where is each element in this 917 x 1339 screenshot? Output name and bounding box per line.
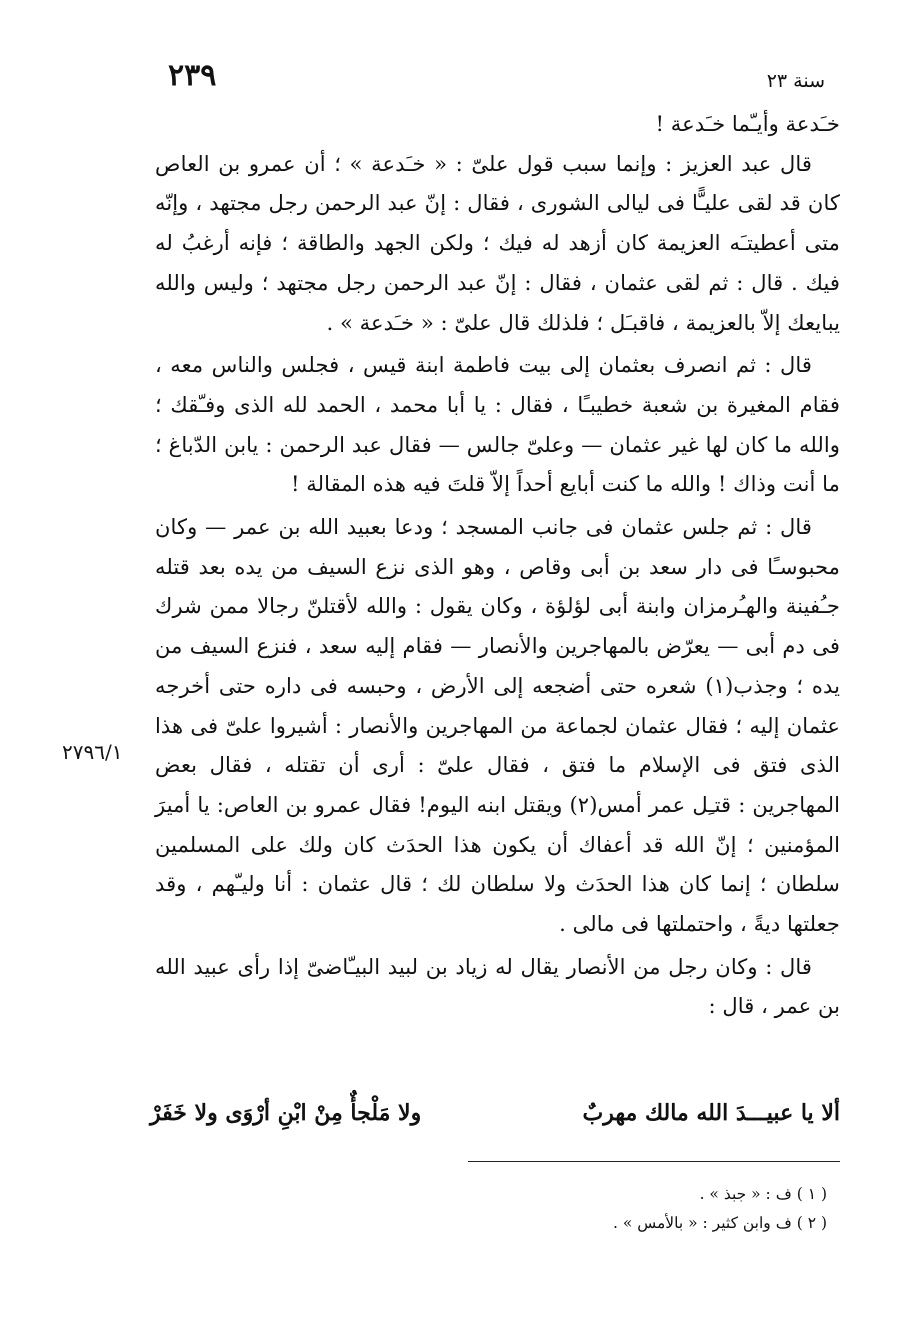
paragraph-continuation: خـَدعة وأيـّما خـَدعة ! (655, 111, 840, 136)
verse-hemistich-first: ألا يا عبيـــدَ الله مالك مهربٌ (582, 1100, 840, 1126)
footnote: ( ٢ ) ف وابن كثير : « بالأمس » . (612, 1214, 827, 1232)
verse-hemistich-second: ولا مَلْجأٌ مِنْ ابْنِ أرْوَى ولا خَفَرْ (150, 1100, 422, 1126)
running-head: سنة ٢٣ (766, 70, 825, 92)
margin-reference: ٢٧٩٦/١ (62, 740, 123, 764)
page-number: ٢٣٩ (168, 58, 217, 93)
footnote-divider (468, 1161, 840, 1162)
footnotes (467, 1180, 827, 1238)
paragraph: قال : ثم جلس عثمان فى جانب المسجد ؛ ودعا بعبيد الله بن عمر — وكان محبوسـًا فى دار سعد بن أبى وقاص ، وهو الذى نزع السيف من يده بعد قتله جـُفينة والهـُرمزان وابنة أبى لؤلؤة ، وكان يقول : والله لأقتلنّ رجالا ممن شرك فى دم أبى — يعرّض بالمهاجرين والأنصار — فقام إليه سعد ، فنزع السيف من يده ؛ وجذب(١) شعره حتى أضجعه إلى الأرض ، وحبسه فى داره حتى أخرجه عثمان إليه ؛ فقال عثمان لجماعة من المهاجرين والأنصار : أشيروا علىّ فى هذا الذى فتق فى الإسلام ما فتق ، فقال علىّ : أرى أن تقتله ، فقال بعض المهاجرين : قتـِل عمر أمس(٢) ويقتل ابنه اليوم! فقال عمرو بن العاص: يا أميرَ المؤمنين ؛ إنّ الله قد أعفاك أن يكون هذا الحدَث كان ولك على المسلمين سلطان ؛ إنما كان هذا الحدَث ولا سلطان لك ؛ قال عثمان : أنا وليـّهم ، وقد جعلتها ديةً ، واحتملتها فى مالى . (155, 514, 841, 937)
paragraph: قال : ثم انصرف بعثمان إلى بيت فاطمة ابنة قيس ، فجلس والناس معه ، فقام المغيرة بن شعبة خطيبـًا ، فقال : يا أبا محمد ، الحمد لله الذى وفـّقك ؛ والله ما كان لها غير عثمان — وعلىّ جالس — فقال عبد الرحمن : يابن الدّباغ ؛ ما أنت وذاك ! والله ما كنت أبايع أحداً إلاّ قلتَ فيه هذه المقالة ! (155, 352, 840, 497)
paragraph: قال : وكان رجل من الأنصار يقال له زياد بن لبيد البيـّاضىّ إذا رأى عبيد الله بن عمر ، قال : (155, 953, 840, 1019)
main-text (155, 104, 840, 1026)
paragraph: قال عبد العزيز : وإنما سبب قول علىّ : « خـَدعة » ؛ أن عمرو بن العاص كان قد لقى عليـًّا فى ليالى الشورى ، فقال : إنّ عبد الرحمن رجل مجتهد ، وإنّه متى أعطيتـَه العزيمة كان أزهد له فيك ؛ ولكن الجهد والطاقة ؛ فإنه أرغبُ له فيك . قال : ثم لقى عثمان ، فقال : إنّ عبد الرحمن رجل مجتهد ؛ وليس والله يبايعك إلاّ بالعزيمة ، فاقبـَل ؛ فلذلك قال علىّ : « خـَدعة » . (155, 150, 840, 335)
poetry-verse (150, 1100, 840, 1126)
footnote: ( ١ ) ف : « جبذ » . (699, 1185, 827, 1203)
